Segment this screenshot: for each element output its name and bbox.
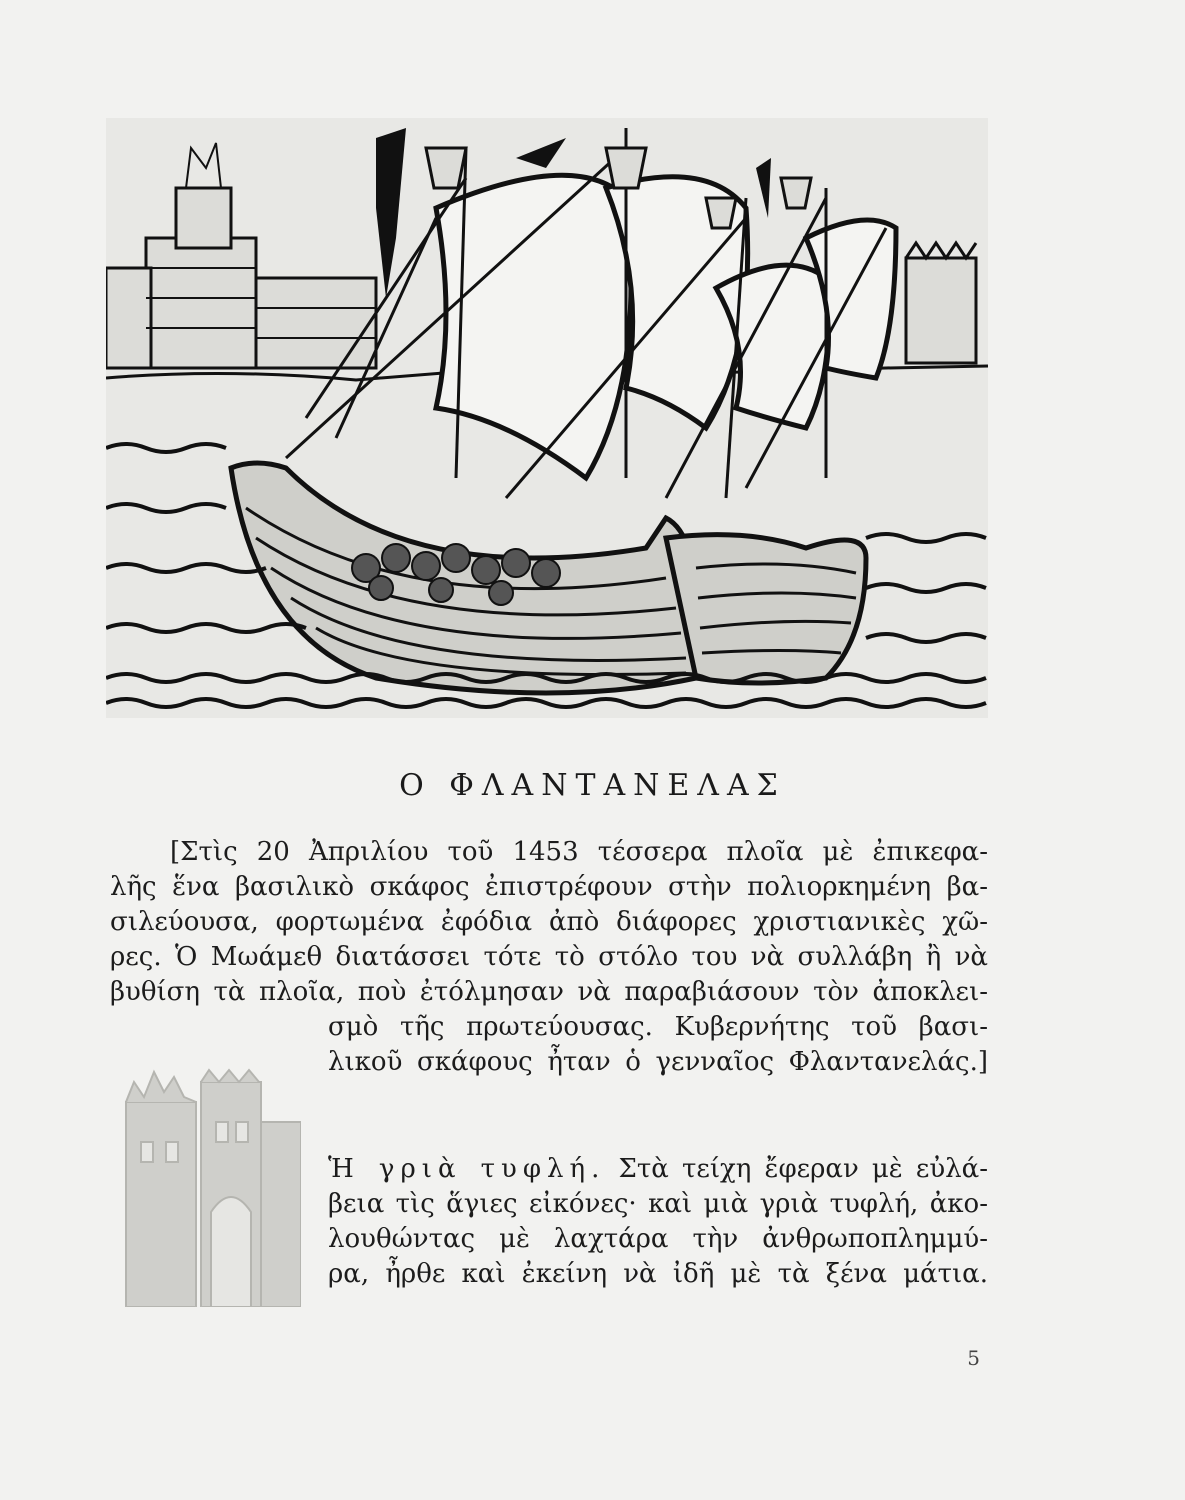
tower-ornament-illustration (106, 1062, 301, 1307)
intro-line: ρες. Ὁ Μωάμεθ διατάσσει τότε τὸ στόλο του νὰ συλλάβη ἢ νὰ (110, 942, 988, 972)
chapter-title: Ο ΦΛΑΝΤΑΝΕΛΑΣ (399, 768, 786, 803)
intro-line: βυθίση τὰ πλοῖα, ποὺ ἐτόλμησαν νὰ παραβιάσουν τὸν ἀποκλει- (110, 977, 988, 1007)
body-line (328, 1152, 988, 1187)
intro-line: σμὸ τῆς πρωτεύουσας. Κυβερνήτης τοῦ βασι- (328, 1012, 988, 1042)
body-line-rest: Στὰ τείχη ἔφεραν μὲ εὐλά- (605, 1154, 988, 1184)
intro-paragraph (110, 835, 988, 1080)
intro-line: λικοῦ σκάφους ἦταν ὁ γενναῖος Φλαντανελάς.] (328, 1047, 988, 1077)
ship-woodcut-svg (106, 118, 988, 718)
body-line: βεια τὶς ἅγιες εἰκόνες· καὶ μιὰ γριὰ τυφλή, ἀκο- (328, 1189, 988, 1219)
intro-line: σιλεύουσα, φορτωμένα ἐφόδια ἀπὸ διάφορες χριστιανικὲς χῶ- (110, 907, 988, 937)
body-line: λουθώντας μὲ λαχτάρα τὴν ἀνθρωποπλημμύ- (328, 1224, 988, 1254)
ship-woodcut-illustration (106, 118, 988, 718)
tower-ornament-svg (106, 1062, 301, 1307)
body-paragraph (328, 1152, 988, 1292)
body-line: ρα, ἦρθε καὶ ἐκείνη νὰ ἰδῆ μὲ τὰ ξένα μάτια. (328, 1259, 988, 1289)
intro-line: [Στὶς 20 Ἀπριλίου τοῦ 1453 τέσσερα πλοῖα μὲ ἐπικεφα- (170, 837, 988, 867)
page-number: 5 (967, 1346, 980, 1370)
intro-line: λῆς ἕνα βασιλικὸ σκάφος ἐπιστρέφουν στὴν πολιορκημένη βα- (110, 872, 988, 902)
section-heading: Ἡ γριὰ τυφλή. (328, 1154, 606, 1184)
